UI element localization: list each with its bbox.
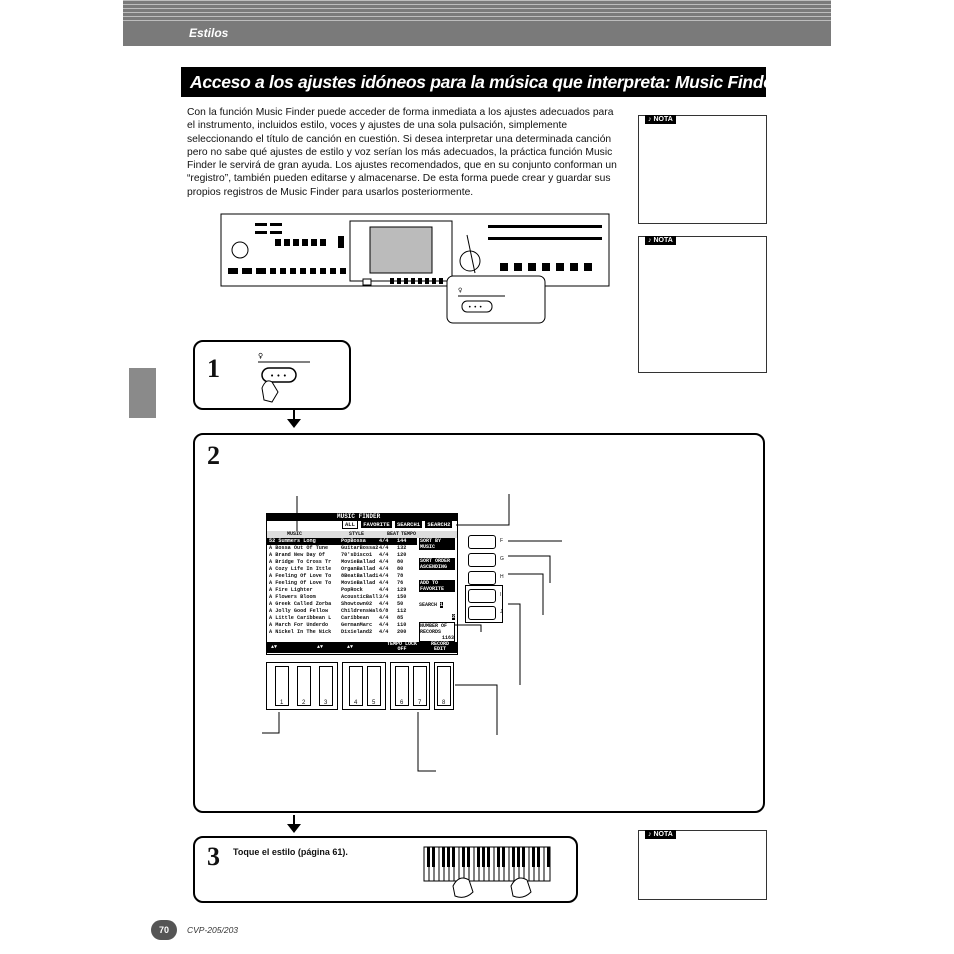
table-cell: A Bridge To Cross Tr [269,559,332,565]
table-cell: MovieBallad [341,559,376,565]
table-cell: GermanMarc [341,622,373,628]
table-cell: 112 [397,608,407,614]
table-cell: 120 [397,552,407,558]
note-box-1 [638,115,767,224]
tab-favorite[interactable]: FAVORITE [363,521,390,528]
note-box-2 [638,236,767,373]
table-row[interactable] [267,629,417,636]
slider-number: 3 [324,700,328,706]
record-edit-label: RECORD EDIT [430,641,449,652]
table-row[interactable] [267,552,417,559]
button-g[interactable] [468,553,496,567]
col-style[interactable]: STYLE [349,531,365,537]
button-i-letter: I [500,592,502,598]
table-cell: 4/4 [379,580,389,586]
header-stripes [123,0,831,24]
tab-search1[interactable]: SEARCH1 [396,521,421,528]
button-f[interactable] [468,535,496,549]
table-cell: PopRock [341,587,363,593]
table-cell: 4/4 [379,538,389,544]
table-cell: A Feeling Of Love To [269,573,332,579]
page-title: Acceso a los ajustes idóneos para la música que interpreta: Music Finder [181,67,766,97]
bottom-label-1: ▲▼ [271,644,278,650]
svg-text:• • •: • • • [270,372,287,380]
table-cell: 6/8 [379,608,389,614]
sort-by-label: SORT BY MUSIC [419,538,455,550]
table-cell: 70'sDisco1 [341,552,373,558]
table-row[interactable] [267,566,417,573]
table-cell: A Bossa Out Of Tune [269,545,329,551]
screen-bottom-bar [267,642,457,653]
button-j-letter: J [500,609,503,615]
table-cell: 52 Summers Long [269,538,316,544]
slider-number: 1 [280,700,284,706]
svg-text:• • •: • • • [468,304,483,311]
table-row[interactable] [267,587,417,594]
table-cell: A Brand New Day Of [269,552,326,558]
table-cell: 110 [397,622,407,628]
bottom-label-3: ▲▼ [347,644,354,650]
note-tag: ♪ NOTA [645,830,676,839]
table-cell: 4/4 [379,559,389,565]
table-row[interactable] [267,622,417,629]
step-3-text: Toque el estilo (página 61). [233,847,348,857]
music-finder-screen [266,513,458,655]
table-cell: A Flowers Bloom [269,594,316,600]
table-cell: 4/4 [379,545,389,551]
instrument-panel-illustration [220,213,610,328]
model-name: CVP-205/203 [187,925,239,935]
tab-search2[interactable]: SEARCH2 [427,521,451,528]
table-cell: 129 [397,587,407,593]
table-row[interactable] [267,615,417,622]
button-h[interactable] [468,571,496,585]
slider-number: 2 [302,700,306,706]
music-finder-button-illustration [250,348,320,408]
page-header [123,0,831,46]
table-cell: Dixieland2 [341,629,373,635]
table-cell: A Cozy Life In Ittle [269,566,332,572]
table-cell: 50 [397,601,404,607]
sort-order-label: SORT ORDER ASCENDING [419,558,455,570]
note-icon: ♪ [648,237,652,244]
button-g-letter: G [500,556,504,562]
records-box: NUMBER OF RECORDS 1163 [420,623,454,641]
table-cell: 150 [397,594,407,600]
table-cell: 4/4 [379,622,389,628]
section-title: Estilos [189,26,229,40]
screen-title: MUSIC FINDER [337,513,381,520]
svg-text:♀: ♀ [258,352,264,360]
table-cell: MovieBallad [341,580,376,586]
table-cell: 4/4 [379,601,389,607]
note-box-3 [638,830,767,900]
slider-number: 4 [354,700,358,706]
search2-label: 2 [451,614,455,620]
table-row[interactable] [267,608,417,615]
arrow-down [287,419,301,428]
table-cell: 144 [397,538,407,544]
tab-strip [342,521,457,530]
intro-paragraph: Con la función Music Finder puede acceder de forma inmediata a los ajustes adecuados para el instrumento, incluidos estilo, voces y ajustes de una sola pulsación, simplemente seleccionando el título de canción en cuestión. Si desea interpretar una determinada canción pero no sabe qué ajustes de estilo y voz serían los más adecuados, la práctica función Music Finder le servirá de gran ayuda. Los ajustes recomendados, que en su conjunto conforman un “registro”, también pueden editarse y almacenarse. De esta forma puede crear y guardar sus propios registros de Music Finder para usarlos posteriormente. [187,107,617,198]
table-cell: 3/4 [379,594,389,600]
table-cell: 4/4 [379,573,389,579]
table-cell: OrganBallad [341,566,376,572]
button-f-letter: F [500,538,504,544]
table-row[interactable] [267,545,417,552]
note-tag: ♪ NOTA [645,115,676,124]
table-cell: 80 [397,559,404,565]
table-cell: Caribbean [341,615,370,621]
table-cell: A Feeling Of Love To [269,580,332,586]
table-cell: 8BeatBallad1 [341,573,379,579]
arrow-down [287,824,301,833]
slider-panel [266,662,456,710]
record-list [267,538,417,638]
table-row[interactable] [267,580,417,587]
note-icon: ♪ [648,831,652,838]
table-cell: A Jolly Good Fellow [269,608,329,614]
arrow-stem [293,410,295,420]
col-tempo[interactable]: TEMPO [401,531,417,537]
col-music[interactable]: MUSIC [287,531,303,537]
bottom-label-2: ▲▼ [317,644,324,650]
table-row[interactable] [267,594,417,601]
svg-text:♀: ♀ [458,287,463,294]
note-icon: ♪ [648,116,652,123]
step-3-box [193,836,578,903]
add-to-favorite-label: ADD TO FAVORITE [419,580,455,592]
slider-number: 6 [400,700,404,706]
step-1-box [193,340,351,410]
table-cell: PopBossa [341,538,366,544]
table-cell: 4/4 [379,552,389,558]
step-number: 3 [207,842,220,871]
slider-number: 7 [418,700,422,706]
table-cell: AcousticBall [341,594,379,600]
table-cell: 200 [397,629,407,635]
search-label: SEARCH 1 [419,602,444,608]
table-cell: 4/4 [379,566,389,572]
button-h-letter: H [500,574,504,580]
table-cell: 78 [397,573,404,579]
slider-number: 8 [442,700,446,706]
table-cell: A Nickel In The Nick [269,629,332,635]
table-cell: 85 [397,615,404,621]
table-row[interactable] [267,538,417,545]
table-cell: 4/4 [379,587,389,593]
tempo-lock-label: TEMPO LOCK OFF [387,641,418,652]
table-cell: A Little Caribbean L [269,615,332,621]
chapter-tab-marker [129,368,156,418]
side-labels [419,536,455,642]
button-i[interactable] [468,589,496,603]
table-row[interactable] [267,559,417,566]
table-cell: Showtown02 [341,601,373,607]
col-beat[interactable]: BEAT [387,531,400,537]
table-cell: 4/4 [379,615,389,621]
table-row[interactable] [267,573,417,580]
step-number: 2 [207,441,220,470]
slider-number: 5 [372,700,376,706]
table-cell: GuitarBossa2 [341,545,379,551]
table-cell: 80 [397,566,404,572]
table-cell: 4/4 [379,629,389,635]
page-number: 70 [151,920,177,940]
table-cell: A Greek Called Zorba [269,601,332,607]
keyboard-hands-illustration [423,846,553,898]
table-row[interactable] [267,601,417,608]
table-cell: A March For Underdo [269,622,329,628]
step-number: 1 [207,354,220,383]
tab-all[interactable]: ALL [342,520,358,529]
button-j[interactable] [468,606,496,620]
table-cell: ChildrensWal [341,608,379,614]
table-cell: A Fire Lighter [269,587,313,593]
table-cell: 76 [397,580,404,586]
table-cell: 132 [397,545,407,551]
note-tag: ♪ NOTA [645,236,676,245]
